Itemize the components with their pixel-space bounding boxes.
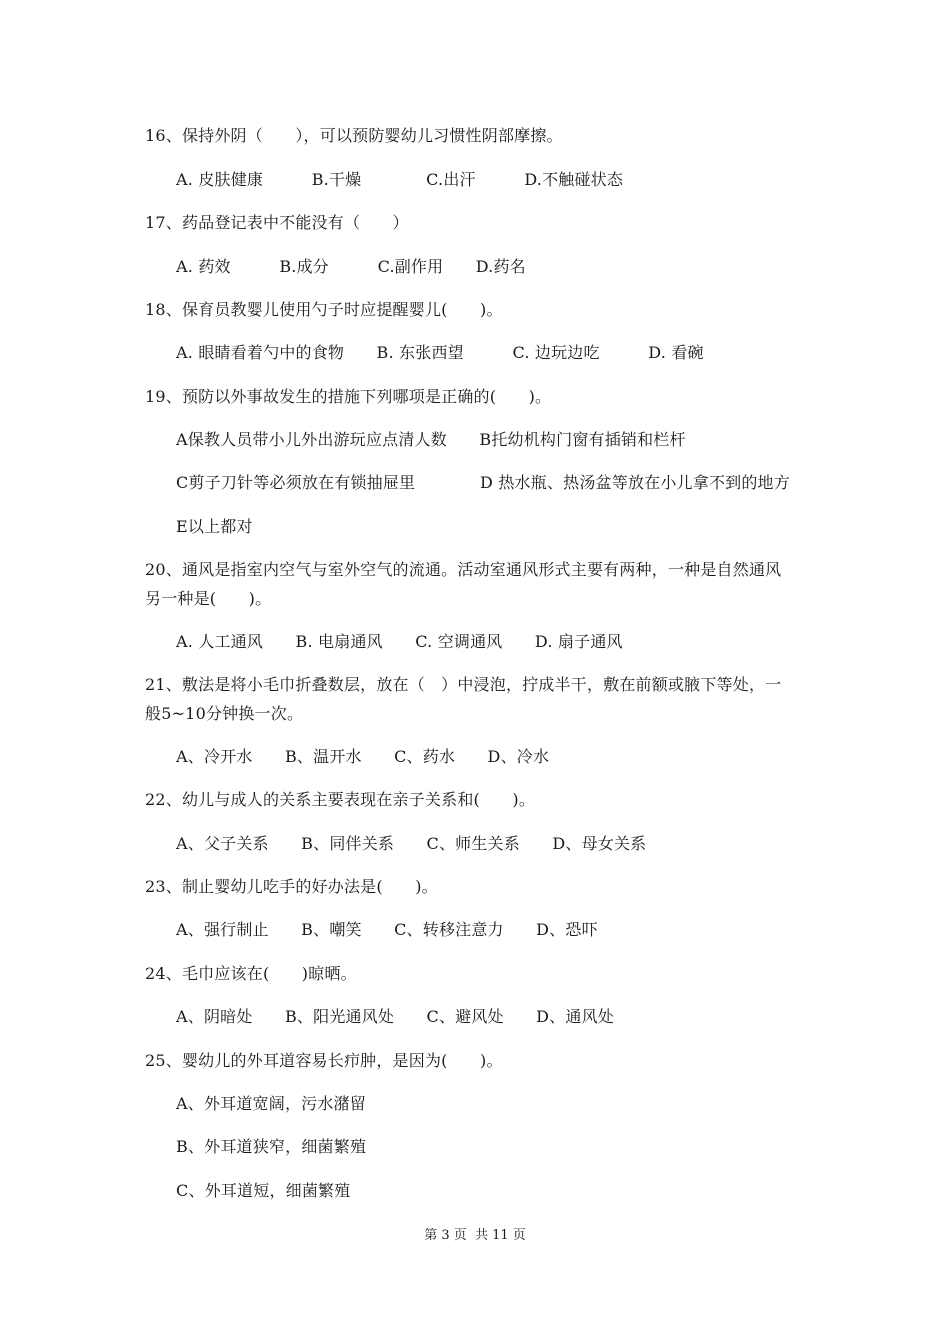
question-25-option-c: C、外耳道短，细菌繁殖 xyxy=(176,1181,351,1200)
question-24-options: A、阴暗处 B、阳光通风处 C、避风处 D、通风处 xyxy=(176,1007,614,1026)
question-22: 22、幼儿与成人的关系主要表现在亲子关系和( )。 xyxy=(145,790,536,809)
question-22-options: A、父子关系 B、同伴关系 C、师生关系 D、母女关系 xyxy=(176,834,647,853)
question-25-option-a: A、外耳道宽阔，污水潴留 xyxy=(176,1094,366,1113)
question-18: 18、保育员教婴儿使用勺子时应提醒婴儿( )。 xyxy=(145,300,503,319)
question-23: 23、制止婴幼儿吃手的好办法是( )。 xyxy=(145,877,438,896)
question-25: 25、婴幼儿的外耳道容易长疖肿，是因为( )。 xyxy=(145,1051,503,1070)
question-17: 17、药品登记表中不能没有（ ） xyxy=(145,213,409,232)
question-23-options: A、强行制止 B、嘲笑 C、转移注意力 D、恐吓 xyxy=(176,920,598,939)
question-19: 19、预防以外事故发生的措施下列哪项是正确的( )。 xyxy=(145,387,552,406)
question-20-options: A. 人工通风 B. 电扇通风 C. 空调通风 D. 扇子通风 xyxy=(176,632,623,651)
question-19-option-cd: C剪子刀针等必须放在有锁抽屉里 D 热水瓶、热汤盆等放在小儿拿不到的地方 xyxy=(176,473,790,492)
question-19-option-ab: A保教人员带小儿外出游玩应点清人数 B托幼机构门窗有插销和栏杆 xyxy=(176,430,686,449)
question-20-continued: 另一种是( )。 xyxy=(145,589,272,608)
question-21-continued: 般5~10分钟换一次。 xyxy=(145,704,304,723)
question-21-options: A、冷开水 B、温开水 C、药水 D、冷水 xyxy=(176,747,550,766)
question-24: 24、毛巾应该在( )晾晒。 xyxy=(145,964,357,983)
page-footer: 第 3 页 共 11 页 xyxy=(424,1228,526,1243)
question-17-options: A. 药效 B.成分 C.副作用 D.药名 xyxy=(176,257,526,276)
question-19-option-e: E以上都对 xyxy=(176,517,253,536)
question-20: 20、通风是指室内空气与室外空气的流通。活动室通风形式主要有两种，一种是自然通风 xyxy=(145,560,782,579)
question-16: 16、保持外阴（ ），可以预防婴幼儿习惯性阴部摩擦。 xyxy=(145,126,563,145)
question-18-options: A. 眼睛看着勺中的食物 B. 东张西望 C. 边玩边吃 D. 看碗 xyxy=(176,343,704,362)
question-16-options: A. 皮肤健康 B.干燥 C.出汗 D.不触碰状态 xyxy=(176,170,624,189)
question-25-option-b: B、外耳道狭窄，细菌繁殖 xyxy=(176,1137,367,1156)
question-21: 21、敷法是将小毛巾折叠数层，放在（ ）中浸泡，拧成半干，敷在前额或腋下等处，一 xyxy=(145,675,782,694)
